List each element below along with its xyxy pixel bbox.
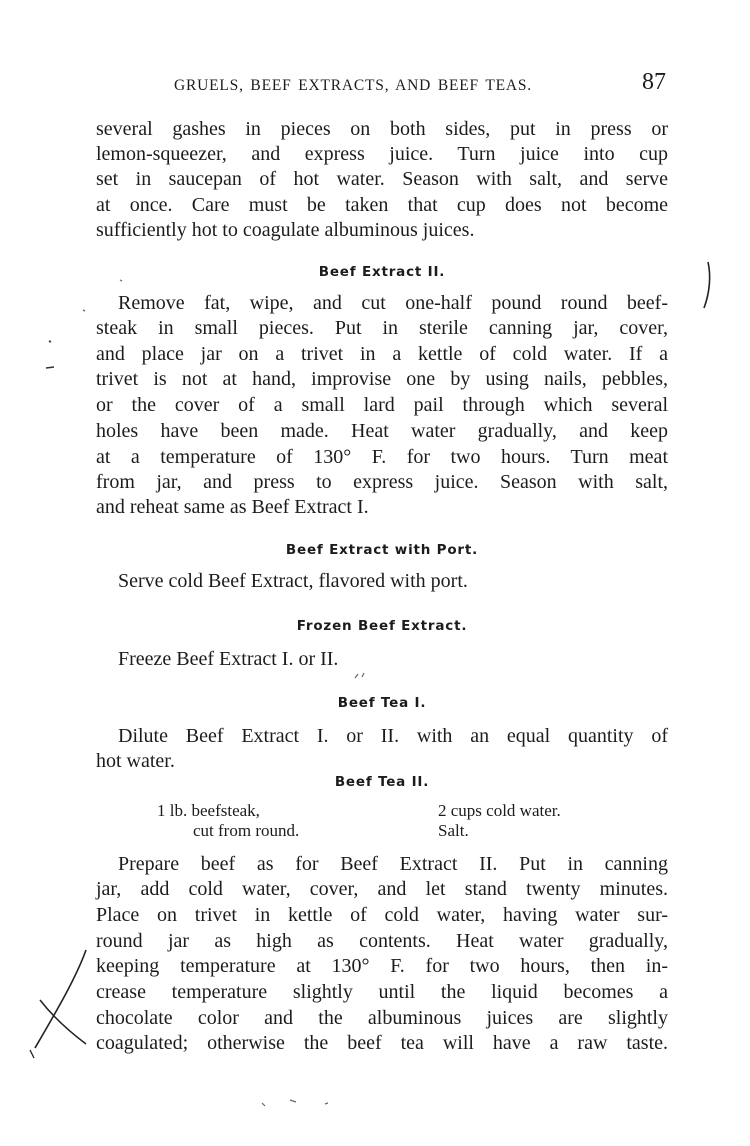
text-line: chocolate color and the albuminous juices are slightly (96, 1007, 668, 1029)
recipe-paragraph: Freeze Beef Extract I. or II. (118, 648, 339, 670)
margin-bracket-mark (704, 262, 710, 308)
text-line: jar, add cold water, cover, and let stand twenty minutes. (96, 878, 668, 900)
margin-dot-mark (49, 341, 51, 342)
text-line: at a temperature of 130° F. for two hours. Turn meat (96, 446, 668, 468)
text-line: at once. Care must be taken that cup does not become (96, 194, 668, 216)
text-line: sufficiently hot to coagulate albuminous juices. (96, 219, 475, 241)
text-line: crease temperature slightly until the liquid becomes a (96, 981, 668, 1003)
margin-cross-mark (40, 1000, 86, 1044)
recipe-title: Beef Tea I. (337, 695, 427, 711)
recipe-title: Beef Extract with Port. (285, 542, 479, 558)
text-line: trivet is not at hand, improvise one by using nails, pebbles, (96, 368, 668, 390)
recipe-paragraph: Serve cold Beef Extract, flavored with port. (118, 570, 468, 592)
text-line: round jar as high as contents. Heat water gradually, (96, 930, 668, 952)
text-line: Place on trivet in kettle of cold water, having water sur- (96, 904, 668, 926)
text-line: and place jar on a trivet in a kettle of cold water. If a (96, 343, 668, 365)
text-line: several gashes in pieces on both sides, put in press or (96, 118, 668, 140)
margin-cross-mark (30, 1050, 34, 1058)
text-line: keeping temperature at 130° F. for two hours, then in- (96, 955, 668, 977)
margin-cross-mark (35, 950, 86, 1048)
speck-mark (262, 1100, 328, 1106)
text-line: Dilute Beef Extract I. or II. with an equal quantity of (118, 725, 668, 747)
margin-dot-mark (83, 310, 85, 311)
recipe-title: Beef Tea II. (334, 774, 430, 790)
text-line: or the cover of a small lard pail through which several (96, 394, 668, 416)
text-line: hot water. (96, 750, 175, 772)
text-line: lemon-squeezer, and express juice. Turn juice into cup (96, 143, 668, 165)
page-header (96, 68, 668, 98)
text-line: coagulated; otherwise the beef tea will have a raw taste. (96, 1032, 668, 1054)
text-line: steak in small pieces. Put in sterile canning jar, cover, (96, 317, 668, 339)
running-head: GRUELS, BEEF EXTRACTS, AND BEEF TEAS. (174, 77, 532, 94)
ingredient: 1 lb. beefsteak, (157, 801, 260, 820)
text-line: set in saucepan of hot water. Season with salt, and serve (96, 168, 668, 190)
text-line: holes have been made. Heat water gradually, and keep (96, 420, 668, 442)
ingredient: 2 cups cold water. (438, 801, 561, 820)
page-number: 87 (642, 69, 666, 95)
text-line: Remove fat, wipe, and cut one-half pound round beef- (118, 292, 668, 314)
text-line: and reheat same as Beef Extract I. (96, 496, 369, 518)
ingredient: cut from round. (193, 821, 300, 840)
speck-mark (355, 673, 364, 678)
ingredient: Salt. (438, 821, 469, 840)
text-line: Prepare beef as for Beef Extract II. Put in canning (118, 853, 668, 875)
margin-dash-mark (46, 367, 54, 368)
recipe-title: Frozen Beef Extract. (296, 618, 468, 634)
recipe-title: Beef Extract II. (318, 264, 446, 280)
text-line: from jar, and press to express juice. Season with salt, (96, 471, 668, 493)
